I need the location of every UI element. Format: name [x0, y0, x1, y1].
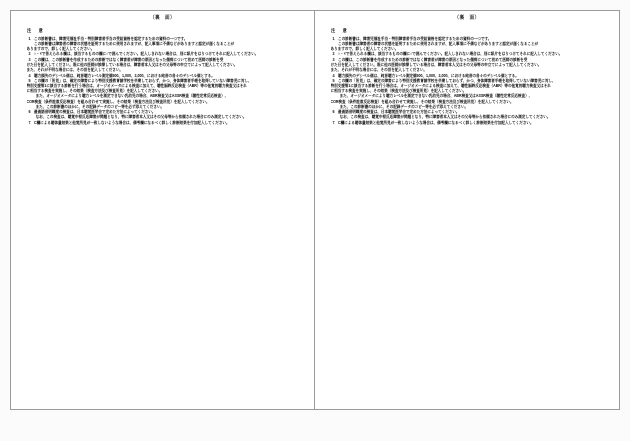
- note-item: [329, 79, 609, 109]
- note-body: [26, 57, 304, 73]
- page-right: [315, 11, 619, 409]
- document-spread: [10, 10, 620, 410]
- note-body: [26, 36, 304, 52]
- note-body: [338, 52, 609, 57]
- note-number: 5: [332, 79, 335, 84]
- note-line: 特別支援第1に該当する診断を行う場合は、オージオメータによる検査に加えて、聴性脳幹反応検査（ABR）等の他覚的聴力検査又はそれ: [26, 83, 247, 89]
- note-item: [25, 37, 304, 52]
- page-header-left: （裏 面）: [150, 14, 175, 21]
- note-item: [25, 79, 304, 109]
- note-line: COR検査（条件詮索反応検査）を組み合わせて実施し、その結果（検査方法及び検査所見）を記入してください。: [26, 99, 210, 104]
- note-line: ありますので、詳しく記入してください。: [330, 46, 399, 51]
- note-line: この欄は、この診断書を作成するための診断ではなく障害者が障害の原因となった傷病について初めて医師の診断を受: [34, 57, 224, 63]
- note-line: ○・×で答えられる欄は、該当するものの欄に○で囲んでください。記入しきれない場合は、別に紙片をはりつけてそれに記入してください。: [338, 51, 563, 57]
- note-line: また、それが不明な場合には、その旨を記入してください。: [330, 67, 427, 73]
- note-body: [34, 110, 304, 120]
- note-line: C欄による聴体量結果と他覚所見が一致しないような場合は、備考欄になるべく詳しく診断結果を付加記入してください。: [338, 120, 534, 126]
- notes-section-right: [315, 28, 619, 126]
- note-number: 6: [332, 109, 335, 115]
- page-left: [11, 11, 315, 409]
- page-header-right: （裏 面）: [454, 14, 480, 21]
- note-line: C欄による聴体量結果と他覚所見が一致しないような場合は、備考欄になるべく詳しく診断結果を付加記入してください。: [34, 120, 230, 126]
- note-line: 最高語音明瞭度の検査は、日本聴覚医学会で定めた方法によってください。: [338, 109, 460, 115]
- note-number: 7: [28, 120, 31, 126]
- note-number: 7: [332, 120, 335, 126]
- note-number: 4: [332, 73, 335, 78]
- note-line: 最高語音明瞭度の検査は、日本聴覚医学会で定めた方法によってください。: [34, 109, 156, 115]
- notes-list-right: [329, 37, 609, 127]
- notes-section-left: [11, 28, 314, 126]
- note-line: この欄は、この診断書を作成するための診断ではなく障害者が障害の原因となった傷病について初めて医師の診断を受: [338, 57, 528, 63]
- note-line: この欄の「所見」は、確定の障害により特別支援教育諸学校を卒業しておらず、かつ、身体障害者手帳を取得していない障害児に対し、: [34, 78, 252, 84]
- note-number: 1: [332, 36, 335, 41]
- note-line: また、オージオメータにより聴力レベルを測定できない乳幼児の場合、ABR検査又はASSR検査（聴性定常反応検査）、: [339, 94, 533, 99]
- note-line: 聴力損失のデシベル値は、純音聴力レベル測定値500、1,000、2,000、における純音の各々のデシベル値とする。: [34, 73, 215, 78]
- note-line: また、この診断書のほかに、その記録データのコピー等を必ず添えてください。: [35, 104, 165, 109]
- notes-list-left: [25, 37, 304, 127]
- note-line: 特別支援第1に該当する診断を行う場合は、オージオメータによる検査に加えて、聴性脳幹反応検査（ABR）等の他覚的聴力検査又はそれ: [330, 83, 551, 89]
- note-number: 3: [28, 57, 31, 63]
- note-item: [329, 110, 609, 120]
- note-line: に相当する検査を実施し、その結果（検査方法及び検査所見）を記入してください。: [330, 88, 467, 94]
- note-body: [26, 78, 304, 109]
- notes-title-right: 注 意: [331, 27, 349, 34]
- note-body: [330, 57, 609, 73]
- note-item: [25, 121, 304, 126]
- note-item: [25, 58, 304, 73]
- note-body: [34, 121, 304, 126]
- note-number: 5: [28, 79, 31, 84]
- note-line: けた日を記入してください。既に他の医師が診療している場合は、障害者本人又はその父母等の申立てによって記入してください。: [26, 62, 238, 68]
- note-line: に相当する検査を実施し、その結果（検査方法及び検査所見）を記入してください。: [26, 88, 163, 94]
- note-item: [329, 58, 609, 73]
- note-line: この診断書は、障害児福祉手当・特別障害者手当の受給資格を認定するための資料の一つです。: [338, 36, 492, 41]
- note-item: [329, 37, 609, 52]
- note-line: ○・×で答えられる欄は、該当するものの欄に○で囲んでください。記入しきれない場合は、別に紙片をはりつけてそれに記入してください。: [34, 51, 259, 57]
- note-item: [25, 110, 304, 120]
- note-line: また、この診断書のほかに、その記録データのコピー等を必ず添えてください。: [339, 104, 469, 109]
- note-body: [338, 121, 609, 126]
- note-line: この欄の「所見」は、確定の障害により特別支援教育諸学校を卒業しておらず、かつ、身体障害者手帳を取得していない障害児に対し、: [338, 78, 556, 84]
- note-item: [329, 121, 609, 126]
- note-line: なお、この検査は、聴覚中枢反応障害が問題となり、特に障害者本人又はその父母等から依頼された場合にのみ測定してください。: [35, 114, 247, 120]
- note-line: なお、この検査は、聴覚中枢反応障害が問題となり、特に障害者本人又はその父母等から依頼された場合にのみ測定してください。: [339, 114, 551, 120]
- note-line: また、オージオメータにより聴力レベルを測定できない乳幼児の場合、ABR検査又はASSR検査（聴性定常反応検査）、: [35, 94, 229, 99]
- note-line: けた日を記入してください。既に他の医師が診療している場合は、障害者本人又はその父母等の申立てによって記入してください。: [330, 62, 542, 68]
- note-body: [330, 36, 609, 52]
- note-number: 6: [28, 109, 31, 115]
- note-number: 3: [332, 57, 335, 63]
- note-body: [34, 52, 304, 57]
- note-body: [338, 110, 609, 120]
- note-line: この診断書は障害者の障害の状態を証明するために使用されますが、記入事項に不備などがありますと認定が遅くなることが: [338, 41, 539, 46]
- note-line: COR検査（条件詮索反応検査）を組み合わせて実施し、その結果（検査方法及び検査所見）を記入してください。: [330, 99, 514, 104]
- note-number: 2: [332, 51, 335, 57]
- note-line: この診断書は、障害児福祉手当・特別障害者手当の受給資格を認定するための資料の一つです。: [34, 36, 188, 41]
- note-line: ありますので、詳しく記入してください。: [26, 46, 95, 51]
- note-number: 4: [28, 73, 31, 78]
- note-line: この診断書は障害者の障害の状態を証明するために使用されますが、記入事項に不備などがありますと認定が遅くなることが: [34, 41, 235, 46]
- note-line: 聴力損失のデシベル値は、純音聴力レベル測定値500、1,000、2,000、における純音の各々のデシベル値とする。: [338, 73, 519, 78]
- note-line: また、それが不明な場合には、その旨を記入してください。: [26, 67, 123, 73]
- notes-title-left: 注 意: [27, 27, 45, 34]
- note-number: 1: [28, 36, 31, 41]
- note-body: [330, 78, 609, 109]
- note-number: 2: [28, 51, 31, 57]
